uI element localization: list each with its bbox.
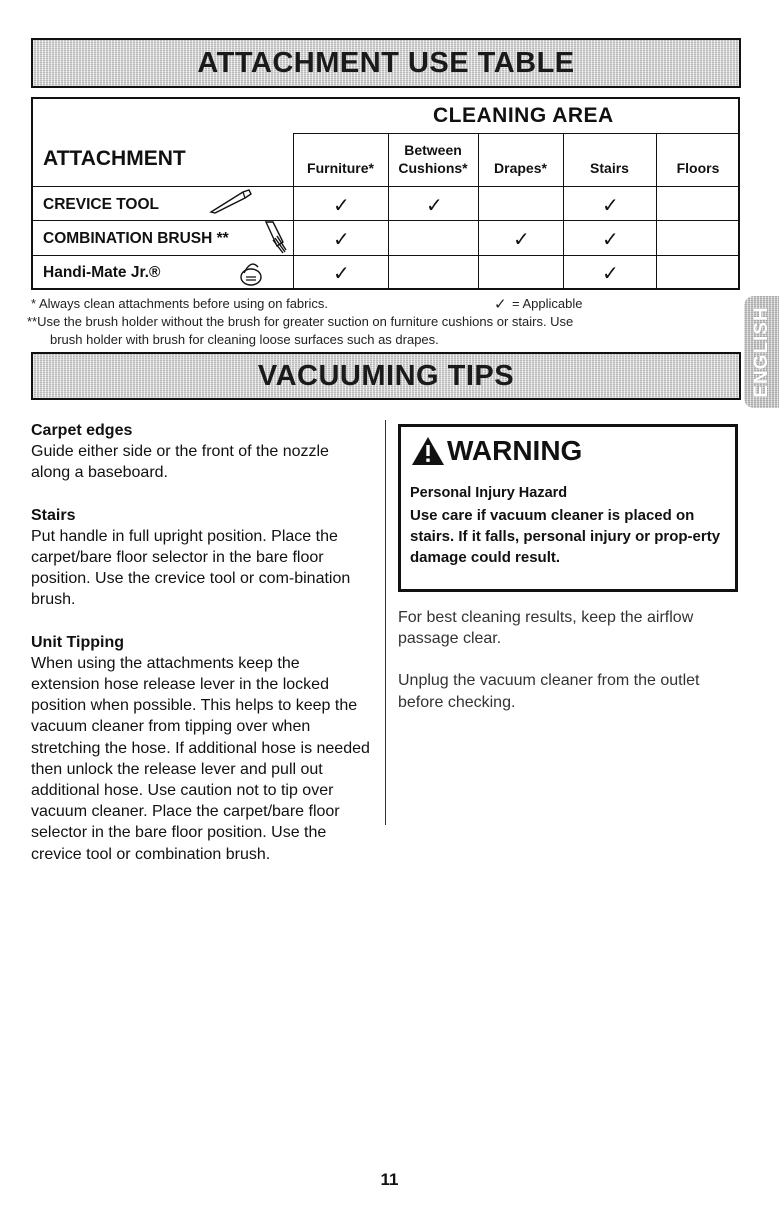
carpet-edges-text: Guide either side or the front of the nozzle along a baseboard. — [31, 443, 329, 482]
legend-applicable: = Applicable — [512, 296, 583, 311]
unplug-tip: Unplug the vacuum cleaner from the outlet before checking. — [398, 672, 700, 711]
page-number: 11 — [380, 1170, 399, 1189]
tips-left-column — [31, 420, 371, 865]
warning-box — [398, 424, 738, 592]
check-mark: ✓ — [333, 195, 350, 217]
handi-mate-icon — [238, 257, 264, 287]
language-side-tab — [744, 296, 779, 408]
row-label-crevice-tool: CREVICE TOOL — [43, 196, 159, 213]
cleaning-area-header: CLEANING AREA — [433, 104, 614, 127]
check-mark: ✓ — [602, 229, 619, 251]
attachment-header: ATTACHMENT — [43, 147, 186, 170]
attachment-table-title: ATTACHMENT USE TABLE — [197, 46, 575, 79]
check-mark: ✓ — [333, 229, 350, 251]
check-mark: ✓ — [602, 263, 619, 285]
attachment-table-banner — [31, 38, 741, 88]
warning-triangle-icon — [411, 436, 445, 466]
vacuuming-tips-banner — [31, 352, 741, 400]
row-label-combination-brush: COMBINATION BRUSH ** — [43, 230, 229, 247]
warning-subtitle: Personal Injury Hazard — [410, 485, 568, 501]
col-stairs: Stairs — [590, 160, 629, 176]
col-between: Between — [404, 142, 462, 158]
warning-title: WARNING — [447, 435, 583, 466]
crevice-tool-icon — [209, 188, 253, 214]
side-tab-label: ENGLISH — [750, 306, 772, 398]
stairs-text: Put handle in full upright position. Place the carpet/bare floor selector in the bare floor position. Use the crevice tool or com-bination brush. — [31, 527, 351, 609]
warning-heading — [411, 435, 582, 467]
stairs-heading: Stairs — [31, 506, 76, 524]
warning-text: Use care if vacuum cleaner is placed on stairs. If it falls, personal injury or prop-erty damage could result. — [410, 507, 721, 566]
check-mark: ✓ — [602, 195, 619, 217]
footnote-always-clean: * Always clean attachments before using on fabrics. — [31, 296, 328, 311]
attachment-use-table — [31, 97, 740, 290]
footnote-brush-holder-cont: brush holder with brush for cleaning loose surfaces such as drapes. — [50, 332, 439, 347]
footnote-brush-holder: **Use the brush holder without the brush for greater suction on furniture cushions or stairs. Use — [27, 314, 574, 329]
unit-tipping-heading: Unit Tipping — [31, 633, 125, 651]
row-label-handi-mate: Handi-Mate Jr.® — [43, 264, 161, 281]
combination-brush-icon — [261, 220, 287, 254]
col-floors: Floors — [676, 160, 720, 176]
col-cushions: Cushions* — [398, 160, 468, 176]
tips-right-column — [398, 607, 738, 713]
check-mark: ✓ — [426, 195, 443, 217]
check-mark: ✓ — [333, 263, 350, 285]
vacuuming-tips-title: VACUUMING TIPS — [257, 359, 515, 392]
check-mark: ✓ — [513, 229, 530, 251]
col-furniture: Furniture* — [307, 160, 374, 176]
column-divider — [385, 420, 386, 825]
unit-tipping-text: When using the attachments keep the extension hose release lever in the locked position when possible. This helps to keep the vacuum cleaner from tipping over when stretching the hose. If additional hose is needed then unlock the release lever and pull out additional hose. Use caution not to tip over vacuum cleaner. Place the carpet/bare floor selector in the bare floor position. Use the crevice tool or combination brush. — [31, 654, 370, 863]
airflow-tip: For best cleaning results, keep the airflow passage clear. — [398, 609, 694, 648]
legend-check-icon: ✓ — [494, 296, 507, 313]
carpet-edges-heading: Carpet edges — [31, 422, 133, 439]
col-drapes: Drapes* — [494, 160, 547, 176]
